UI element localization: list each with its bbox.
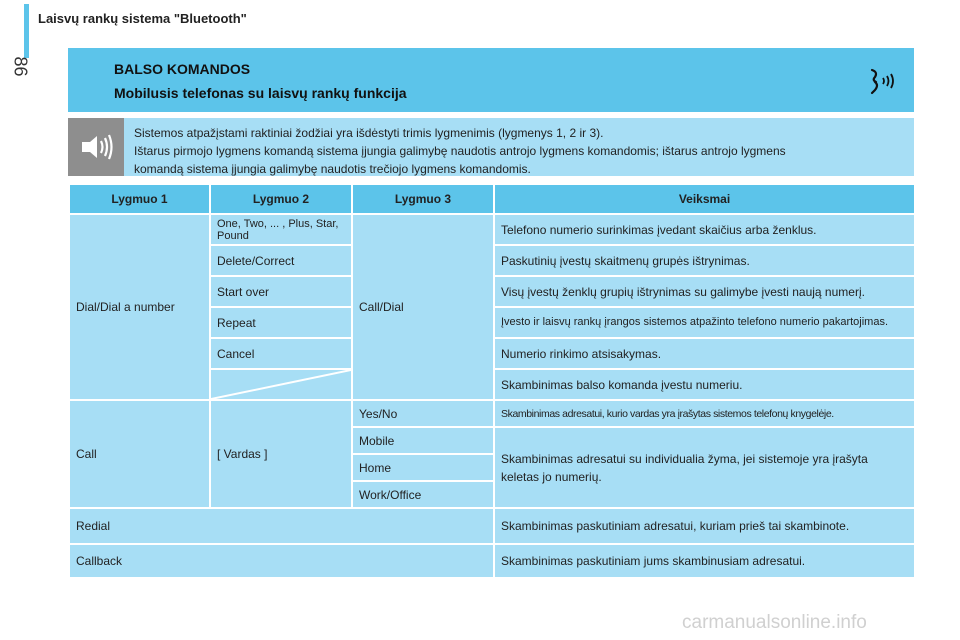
column-header: Lygmuo 1 <box>69 184 210 214</box>
column-header: Lygmuo 2 <box>210 184 352 214</box>
level2-cell: Cancel <box>210 338 352 369</box>
level3-cell: Home <box>352 454 494 481</box>
level2-cell: Start over <box>210 276 352 307</box>
voice-command-icon <box>866 66 900 96</box>
diagonal-line <box>211 370 351 399</box>
level2-cell: [ Vardas ] <box>210 400 352 508</box>
table-row <box>69 508 915 544</box>
level2-cell: One, Two, ... , Plus, Star, Pound <box>210 214 352 245</box>
level3-cell: Work/Office <box>352 481 494 508</box>
intro-text <box>124 118 914 176</box>
intro-line: komandą sistema įjungia galimybę naudotis trečiojo lygmens komandomis. <box>134 162 531 176</box>
action-cell: Skambinimas paskutiniam jums skambinusiam adresatui. <box>494 544 915 578</box>
watermark: carmanualsonline.info <box>682 612 867 633</box>
page-tab <box>24 4 29 58</box>
section-header <box>68 48 914 112</box>
level3-cell: Mobile <box>352 427 494 454</box>
table-row <box>69 214 915 245</box>
action-cell: Skambinimas balso komanda įvestu numeriu. <box>494 369 915 400</box>
action-cell: Paskutinių įvestų skaitmenų grupės ištrynimas. <box>494 245 915 276</box>
column-header: Lygmuo 3 <box>352 184 494 214</box>
level2-cell: Delete/Correct <box>210 245 352 276</box>
empty-level2-cell <box>210 369 352 400</box>
intro-icon-box <box>68 118 124 176</box>
column-header: Veiksmai <box>494 184 915 214</box>
page-number: 86 <box>10 56 31 77</box>
action-cell: Visų įvestų ženklų grupių ištrynimas su galimybe įvesti naują numerį. <box>494 276 915 307</box>
table-row <box>69 544 915 578</box>
section-title: BALSO KOMANDOS <box>114 61 251 77</box>
chapter-title: Laisvų rankų sistema "Bluetooth" <box>38 11 247 26</box>
table-header-row <box>69 184 915 214</box>
action-cell: Telefono numerio surinkimas įvedant skaičius arba ženklus. <box>494 214 915 245</box>
level1-cell: Redial <box>69 508 494 544</box>
intro-line: Sistemos atpažįstami raktiniai žodžiai yra išdėstyti trimis lygmenimis (lygmenys 1, 2 ir 3). <box>134 126 604 140</box>
table-row <box>69 400 915 427</box>
action-cell: Numerio rinkimo atsisakymas. <box>494 338 915 369</box>
voice-commands-table <box>68 183 916 579</box>
level3-cell: Call/Dial <box>352 214 494 400</box>
section-subtitle: Mobilusis telefonas su laisvų rankų funkcija <box>114 85 407 101</box>
speaker-icon <box>68 118 124 176</box>
level2-cell: Repeat <box>210 307 352 338</box>
action-cell: Įvesto ir laisvų rankų įrangos sistemos atpažinto telefono numerio pakartojimas. <box>494 307 915 338</box>
action-cell: Skambinimas paskutiniam adresatui, kuriam prieš tai skambinote. <box>494 508 915 544</box>
action-cell: Skambinimas adresatui su individualia žyma, jei sistemoje yra įrašyta keletas jo numerių. <box>494 427 915 508</box>
level1-cell: Dial/Dial a number <box>69 214 210 400</box>
level1-cell: Callback <box>69 544 494 578</box>
level1-cell: Call <box>69 400 210 508</box>
intro-line: Ištarus pirmojo lygmens komandą sistema įjungia galimybę naudotis antrojo lygmens komandomis; ištarus antrojo lygmens <box>134 144 786 158</box>
level3-cell: Yes/No <box>352 400 494 427</box>
action-cell: Skambinimas adresatui, kurio vardas yra įrašytas sistemos telefonų knygelėje. <box>494 400 915 427</box>
